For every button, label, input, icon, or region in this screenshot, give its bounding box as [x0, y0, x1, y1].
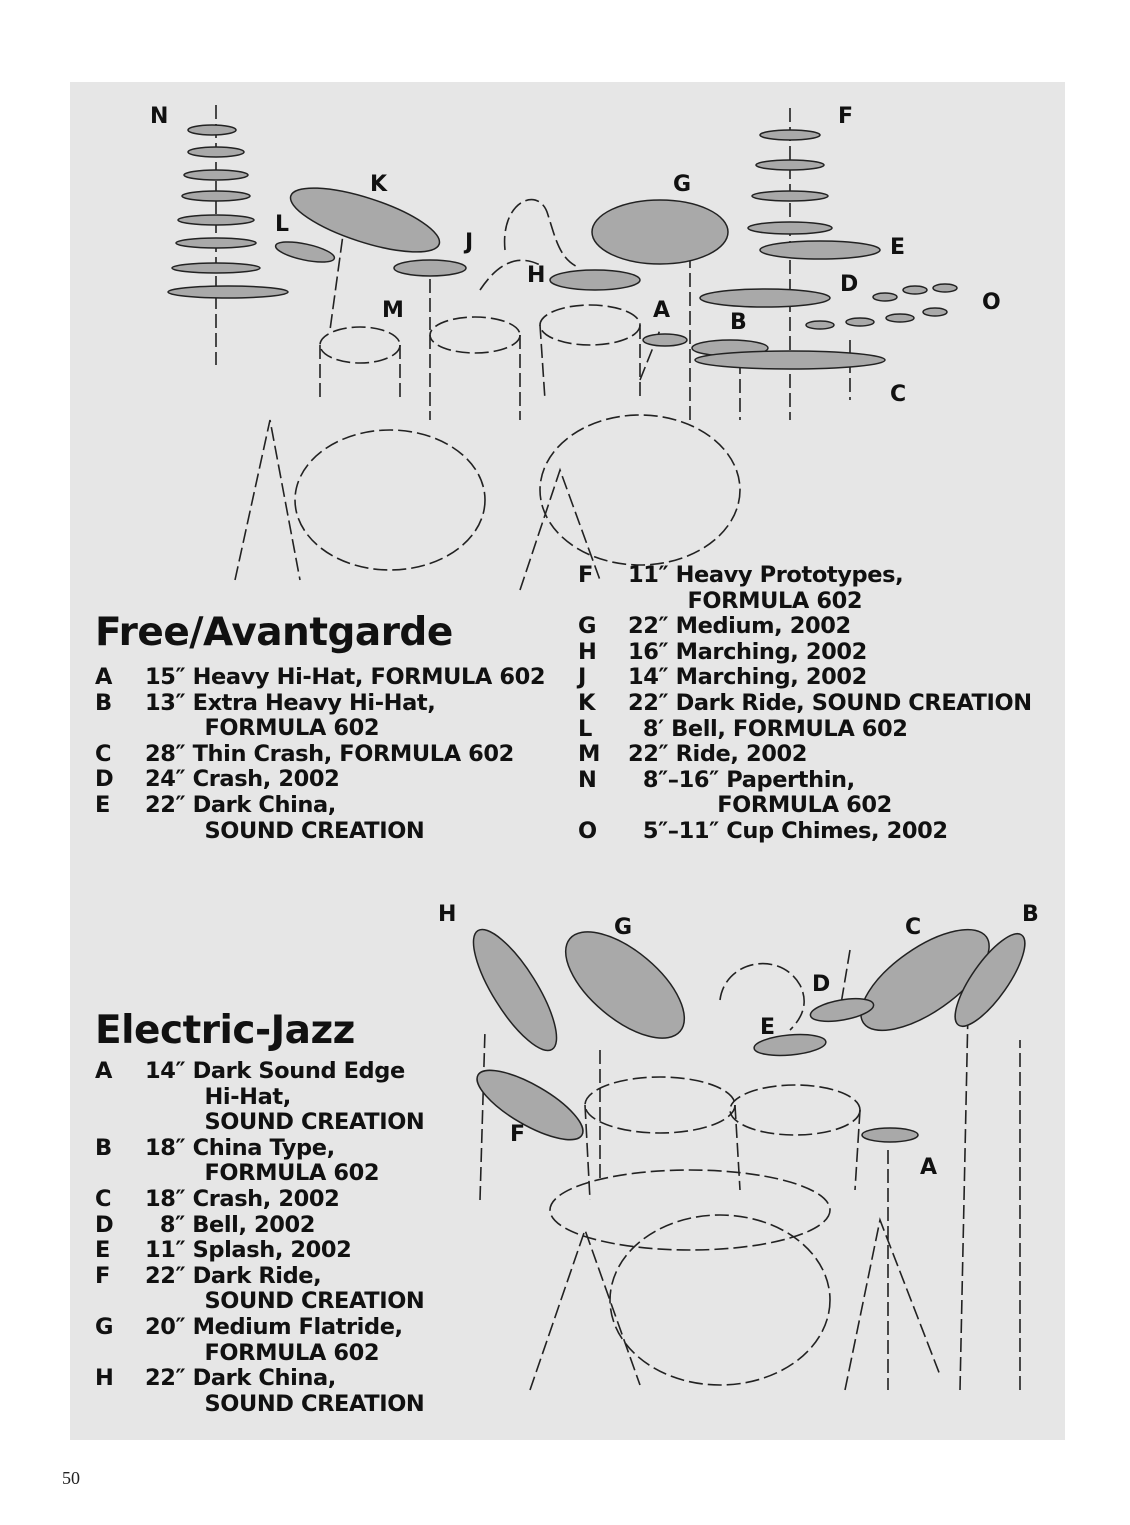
item-desc: FORMULA 602 — [145, 1339, 380, 1366]
item-desc: 22″ Ride, 2002 — [628, 741, 808, 768]
item-letter: D — [95, 766, 114, 793]
list-item — [578, 563, 1032, 589]
free-label-o: O — [982, 290, 1001, 315]
item-letter: G — [95, 1313, 114, 1340]
list-item-continuation — [95, 1161, 424, 1187]
free-right-list — [578, 563, 1032, 845]
item-desc: SOUND CREATION — [145, 1390, 425, 1417]
list-item — [95, 1238, 424, 1264]
free-label-f: F — [838, 104, 854, 129]
item-letter: G — [578, 613, 597, 640]
free-label-d: D — [840, 272, 859, 297]
list-item-continuation — [95, 1085, 424, 1111]
jazz-label-d: D — [812, 972, 831, 997]
item-desc: FORMULA 602 — [145, 1160, 380, 1187]
free-label-l: L — [275, 212, 290, 237]
item-letter: F — [578, 562, 593, 588]
free-label-n: N — [150, 104, 169, 129]
item-desc: 22″ Medium, 2002 — [628, 613, 851, 640]
item-letter: C — [95, 740, 112, 767]
item-desc: 14″ Dark Sound Edge — [145, 1058, 405, 1084]
item-letter: M — [578, 741, 600, 768]
free-label-h: H — [527, 263, 546, 288]
item-desc: FORMULA 602 — [145, 715, 380, 742]
item-desc: 22″ Dark China, — [145, 791, 336, 818]
list-item — [578, 742, 1032, 768]
item-desc: 5″–11″ Cup Chimes, 2002 — [628, 817, 948, 844]
jazz-list — [95, 1059, 424, 1417]
electric-jazz-cymbals — [459, 911, 1036, 1153]
jazz-label-a: A — [920, 1155, 938, 1180]
list-item — [578, 768, 1032, 794]
item-desc: 15″ Heavy Hi-Hat, FORMULA 602 — [145, 664, 546, 690]
list-item-continuation — [95, 1341, 424, 1367]
free-left-list — [95, 665, 545, 844]
page-number: 50 — [62, 1468, 80, 1488]
list-item — [95, 1136, 424, 1162]
list-item-continuation — [95, 1110, 424, 1136]
item-desc: 16″ Marching, 2002 — [628, 638, 867, 665]
item-desc: SOUND CREATION — [145, 1288, 425, 1315]
jazz-label-f: F — [510, 1122, 526, 1147]
item-desc: 18″ Crash, 2002 — [145, 1185, 340, 1212]
list-item-continuation — [95, 1289, 424, 1315]
item-desc: 22″ Dark Ride, SOUND CREATION — [628, 689, 1032, 716]
item-desc: 11″ Heavy Prototypes, — [628, 562, 904, 588]
item-desc: 20″ Medium Flatride, — [145, 1313, 403, 1340]
item-letter: B — [95, 1134, 112, 1161]
item-letter: K — [578, 689, 596, 716]
list-item — [95, 1366, 424, 1392]
list-item-continuation — [95, 819, 545, 845]
jazz-label-c: C — [905, 915, 922, 940]
item-letter: E — [95, 1237, 110, 1264]
list-item-continuation — [95, 1392, 424, 1418]
electric-jazz-heading: Electric-Jazz — [95, 1008, 355, 1053]
list-item — [578, 665, 1032, 691]
item-letter: H — [95, 1365, 114, 1392]
list-item — [95, 1187, 424, 1213]
jazz-label-h: H — [438, 902, 457, 927]
list-item — [95, 742, 545, 768]
free-label-c: C — [890, 382, 907, 407]
jazz-label-e: E — [760, 1015, 776, 1040]
item-letter: E — [95, 791, 110, 818]
list-item — [95, 1213, 424, 1239]
item-desc: 14″ Marching, 2002 — [628, 664, 867, 691]
list-item — [95, 793, 545, 819]
item-desc: SOUND CREATION — [145, 1109, 425, 1136]
list-item — [95, 691, 545, 717]
item-desc: FORMULA 602 — [628, 792, 892, 819]
list-item — [95, 767, 545, 793]
item-letter: J — [578, 664, 586, 691]
free-label-b: B — [730, 310, 747, 335]
jazz-label-b: B — [1022, 902, 1039, 927]
item-desc: 18″ China Type, — [145, 1134, 335, 1161]
list-item — [95, 1264, 424, 1290]
item-letter: H — [578, 638, 597, 665]
item-letter: O — [578, 817, 597, 844]
list-item-continuation — [578, 793, 1032, 819]
item-letter: D — [95, 1211, 114, 1238]
free-label-e: E — [890, 235, 906, 260]
item-letter: N — [578, 766, 597, 793]
item-letter: C — [95, 1185, 112, 1212]
item-letter: A — [95, 1058, 113, 1084]
list-item — [95, 1059, 424, 1085]
item-letter: F — [95, 1262, 110, 1289]
list-item — [578, 640, 1032, 666]
free-label-g: G — [673, 172, 692, 197]
item-desc: SOUND CREATION — [145, 817, 425, 844]
list-item — [95, 1315, 424, 1341]
item-desc: 11″ Splash, 2002 — [145, 1237, 352, 1264]
free-label-k: K — [370, 172, 388, 197]
list-item — [578, 691, 1032, 717]
item-desc: 28″ Thin Crash, FORMULA 602 — [145, 740, 514, 767]
free-avantgarde-heading: Free/Avantgarde — [95, 610, 453, 655]
item-letter: A — [95, 664, 113, 690]
item-desc: 22″ Dark China, — [145, 1365, 336, 1392]
list-item — [578, 717, 1032, 743]
jazz-label-g: G — [614, 915, 633, 940]
item-desc: FORMULA 602 — [628, 587, 863, 614]
free-label-m: M — [382, 298, 404, 323]
item-desc: Hi-Hat, — [145, 1083, 291, 1110]
item-desc: 13″ Extra Heavy Hi-Hat, — [145, 689, 436, 716]
item-desc: 8′ Bell, FORMULA 602 — [628, 715, 908, 742]
list-item-continuation — [95, 716, 545, 742]
free-avantgarde-cymbals — [168, 125, 957, 369]
list-item — [95, 665, 545, 691]
list-item — [578, 819, 1032, 845]
free-label-j: J — [465, 230, 474, 255]
free-label-a: A — [653, 298, 671, 323]
item-desc: 8″ Bell, 2002 — [145, 1211, 316, 1238]
list-item-continuation — [578, 589, 1032, 615]
electric-jazz-drum-kit — [480, 950, 1020, 1390]
item-desc: 8″–16″ Paperthin, — [628, 766, 855, 793]
item-desc: 22″ Dark Ride, — [145, 1262, 322, 1289]
list-item — [578, 614, 1032, 640]
item-letter: B — [95, 689, 112, 716]
item-letter: L — [578, 715, 592, 742]
item-desc: 24″ Crash, 2002 — [145, 766, 340, 793]
